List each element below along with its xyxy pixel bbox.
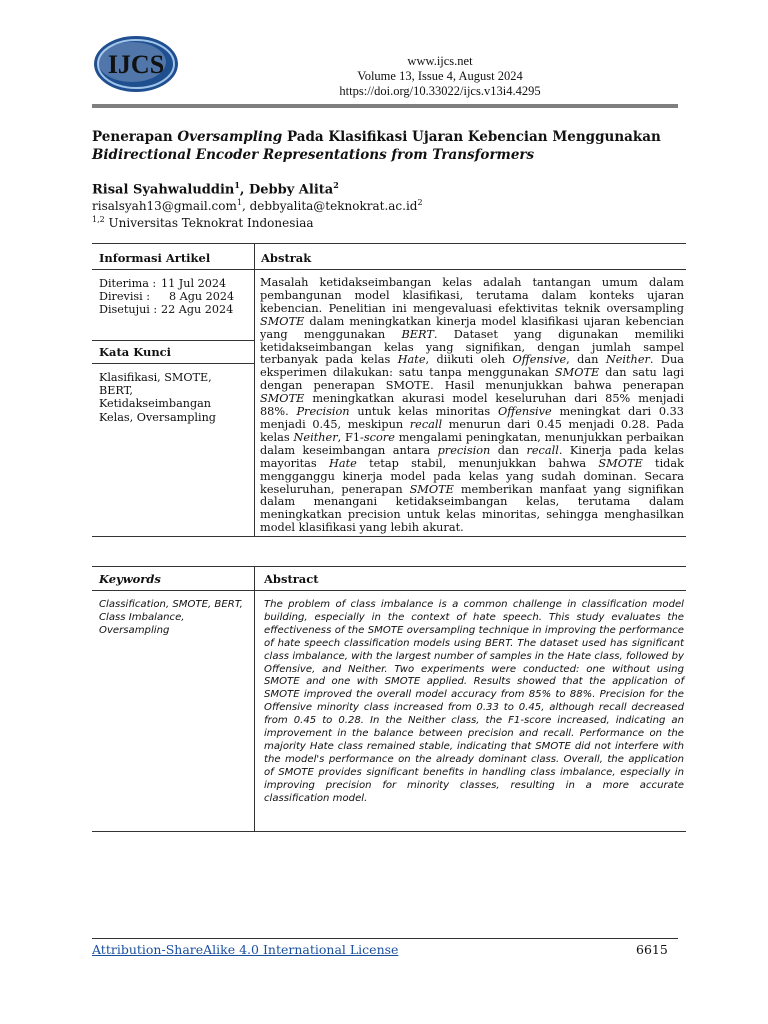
license-link[interactable]: Attribution-ShareAlike 4.0 International License <box>92 942 399 957</box>
journal-logo <box>92 34 180 94</box>
author-list: Risal Syahwaluddin$^1$, Debby Alita$^2$ <box>92 180 339 198</box>
info-artikel-header: Informasi Artikel <box>99 251 211 265</box>
paper-title: Penerapan Oversampling Pada Klasifikasi Ujaran Kebencian Menggunakan Bidirectional Encoder Representations from Transformers <box>92 129 661 163</box>
revised-date: 8 Agu 2024 <box>169 290 235 304</box>
abstrak-header: Abstrak <box>261 251 312 265</box>
journal-site: www.ijcs.net <box>407 54 473 68</box>
kata-kunci-list: Klasifikasi, SMOTE, BERT, Ketidakseimbangan Kelas, Oversampling <box>99 371 216 424</box>
logo-text: IJCS <box>107 50 165 79</box>
author-emails: risalsyah13@gmail.com$^1$, $debbyalita@teknokrat.ac.id^2$ <box>92 198 423 213</box>
affiliation: $^{1,2}$ Universitas Teknokrat Indonesiaa <box>92 215 314 230</box>
kata-kunci-header: Kata Kunci <box>99 345 172 359</box>
abstrak-text: Masalah ketidakseimbangan kelas adalah tantangan umum dalam pembangunan model klasifikasi, terutama dalam konteks ujaran kebencian. Penelitian ini mengevaluasi efektivitas teknik oversampling SMOTE dalam meningkatkan kinerja model klasifikasi ujaran kebencian yang menggunakan BERT. Dataset yang digunakan memiliki ketidakseimbangan kelas yang signifikan, dengan jumlah sampel terbanyak pada kelas Hate, diikuti oleh Offensive, dan Neither. Dua eksperimen dilakukan: satu tanpa menggunakan SMOTE dan satu lagi dengan penerapan SMOTE. Hasil menunjukkan bahwa penerapan SMOTE meningkatkan akurasi model keseluruhan dari 85% menjadi 88%. Precision untuk kelas minoritas Offensive meningkat dari 0.33 menjadi 0.45, meskipun recall menurun dari 0.45 menjadi 0.28. Pada kelas Neither, F1-score mengalami peningkatan, menunjukkan perbaikan dalam keseimbangan antara precision dan recall. Kinerja pada kelas mayoritas Hate tetap stabil, menunjukkan bahwa SMOTE tidak mengganggu kinerja model pada kelas yang sudah dominan. Secara keseluruhan, penerapan SMOTE memberikan manfaat yang signifikan dalam menangani ketidakseimbangan kelas, terutama dalam meningkatkan precision untuk kelas minoritas, sehingga menghasilkan model klasifikasi yang lebih akurat. <box>260 276 685 535</box>
footer-rule <box>92 938 678 939</box>
journal-header <box>290 54 590 99</box>
article-dates: Diterima : 11 Jul 2024 Direvisi : 8 Agu 2024 Disetujui : 22 Agu 2024 <box>99 277 235 317</box>
page-number: 6615 <box>636 942 668 957</box>
abstract-text: The problem of class imbalance is a common challenge in classification model building, especially in the context of hate speech. This study evaluates the effectiveness of the SMOTE oversampling technique in improving the performance of hate speech classification models using BERT. The dataset used has significant class imbalance, with the largest number of samples in the Hate class, followed by Offensive, and Neither. Two experiments were conducted: one without using SMOTE and one with SMOTE applied. Results showed that the application of SMOTE improved the overall model accuracy from 85% to 88%. Precision for the Offensive minority class increased from 0.33 to 0.45, although recall decreased from 0.45 to 0.28. In the Neither class, the F1-score increased, indicating an improvement in the balance between precision and recall. Performance on the majority Hate class remained stable, indicating that SMOTE did not interfere with the model's performance on the already dominant class. Overall, the application of SMOTE provides significant benefits in handling class imbalance, especially in improving precision for minority classes, resulting in a more accurate classification model. <box>264 599 684 804</box>
header-rule <box>92 104 678 108</box>
english-abstract-table <box>92 566 686 832</box>
journal-doi: https://doi.org/10.33022/ijcs.v13i4.4295 <box>339 84 541 98</box>
journal-volume: Volume 13, Issue 4, August 2024 <box>357 69 523 83</box>
indonesian-abstract-table <box>92 243 686 537</box>
abstract-header: Abstract <box>264 572 319 586</box>
keywords-list: Classification, SMOTE, BERT, Class Imbalance, Oversampling <box>99 599 243 636</box>
received-date: 11 Jul 2024 <box>161 277 227 290</box>
keywords-header: Keywords <box>99 572 161 586</box>
accepted-date: 22 Agu 2024 <box>161 303 234 317</box>
